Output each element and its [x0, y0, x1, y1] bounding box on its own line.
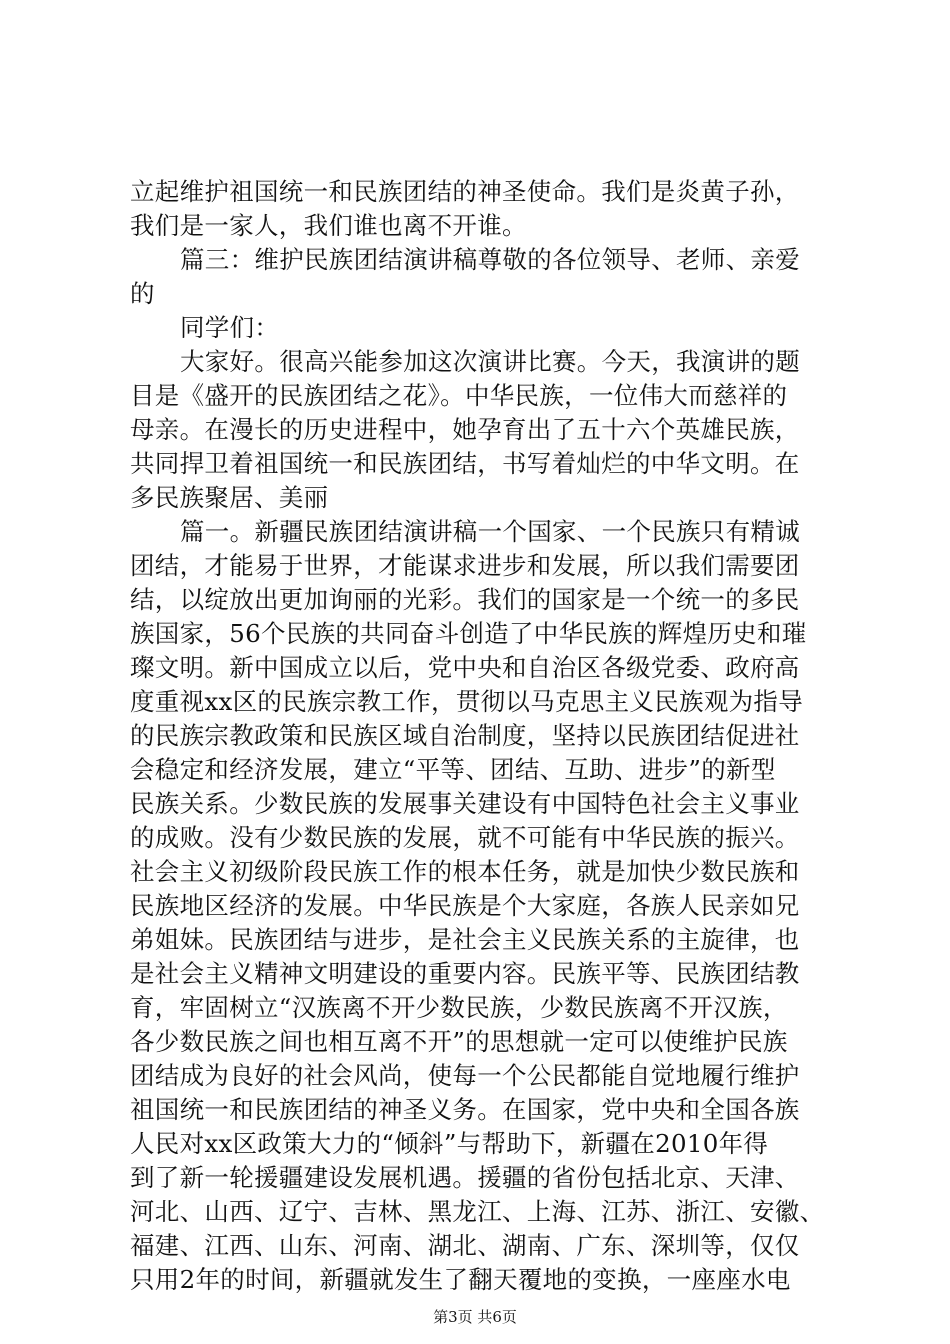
text-line: 各少数民族之间也相互离不开”的思想就一定可以使维护民族: [130, 1027, 788, 1056]
text-line: 弟姐妹。民族团结与进步，是社会主义民族关系的主旋律，也: [130, 925, 800, 954]
text-line: 是社会主义精神文明建设的重要内容。民族平等、民族团结教: [130, 959, 800, 988]
text-line: 度重视xx区的民族宗教工作，贯彻以马克思主义民族观为指导: [130, 687, 804, 716]
text-line: 母亲。在漫长的历史进程中，她孕育出了五十六个英雄民族，: [130, 415, 800, 444]
text-line: 的: [130, 279, 155, 308]
text-line: 的民族宗教政策和民族区域自治制度，坚持以民族团结促进社: [130, 721, 800, 750]
text-line: 族国家，56个民族的共同奋斗创造了中华民族的辉煌历史和璀: [130, 619, 807, 648]
text-line: 到了新一轮援疆建设发展机遇。援疆的省份包括北京、天津、: [130, 1163, 800, 1192]
text-line: 只用2年的时间，新疆就发生了翻天覆地的变换，一座座水电: [130, 1265, 791, 1294]
text-line: 的成败。没有少数民族的发展，就不可能有中华民族的振兴。: [130, 823, 800, 852]
text-line: 同学们：: [180, 313, 280, 342]
text-line: 育，牢固树立“汉族离不开少数民族，少数民族离不开汉族，: [130, 993, 788, 1022]
text-line: 结，以绽放出更加询丽的光彩。我们的国家是一个统一的多民: [130, 585, 800, 614]
text-line: 篇三：维护民族团结演讲稿尊敬的各位领导、老师、亲爱: [180, 245, 800, 274]
text-line: 福建、江西、山东、河南、湖北、湖南、广东、深圳等，仅仅: [130, 1231, 800, 1260]
text-line: 团结，才能易于世界，才能谋求进步和发展，所以我们需要团: [130, 551, 800, 580]
text-line: 共同捍卫着祖国统一和民族团结，书写着灿烂的中华文明。在: [130, 449, 800, 478]
text-line: 社会主义初级阶段民族工作的根本任务，就是加快少数民族和: [130, 857, 800, 886]
text-line: 会稳定和经济发展，建立“平等、团结、互助、进步”的新型: [130, 755, 776, 784]
text-line: 篇一。新疆民族团结演讲稿一个国家、一个民族只有精诚: [180, 517, 800, 546]
text-line: 民族关系。少数民族的发展事关建设有中国特色社会主义事业: [130, 789, 800, 818]
text-line: 多民族聚居、美丽: [130, 483, 329, 512]
text-line: 祖国统一和民族团结的神圣义务。在国家，党中央和全国各族: [130, 1095, 800, 1124]
text-line: 人民对xx区政策大力的“倾斜”与帮助下，新疆在2010年得: [130, 1129, 769, 1158]
text-line: 目是《盛开的民族团结之花》。中华民族，一位伟大而慈祥的: [130, 381, 788, 410]
text-line: 我们是一家人，我们谁也离不开谁。: [130, 211, 527, 240]
text-line: 团结成为良好的社会风尚，使每一个公民都能自觉地履行维护: [130, 1061, 800, 1090]
text-line: 民族地区经济的发展。中华民族是个大家庭，各族人民亲如兄: [130, 891, 800, 920]
text-line: 璨文明。新中国成立以后，党中央和自治区各级党委、政府高: [130, 653, 800, 682]
text-line: 大家好。很高兴能参加这次演讲比赛。今天，我演讲的题: [180, 347, 800, 376]
page-footer: 第3页 共6页: [433, 1308, 517, 1326]
text-line: 立起维护祖国统一和民族团结的神圣使命。我们是炎黄子孙，: [130, 177, 800, 206]
text-line: 河北、山西、辽宁、吉林、黑龙江、上海、江苏、浙江、安徽、: [130, 1197, 825, 1226]
